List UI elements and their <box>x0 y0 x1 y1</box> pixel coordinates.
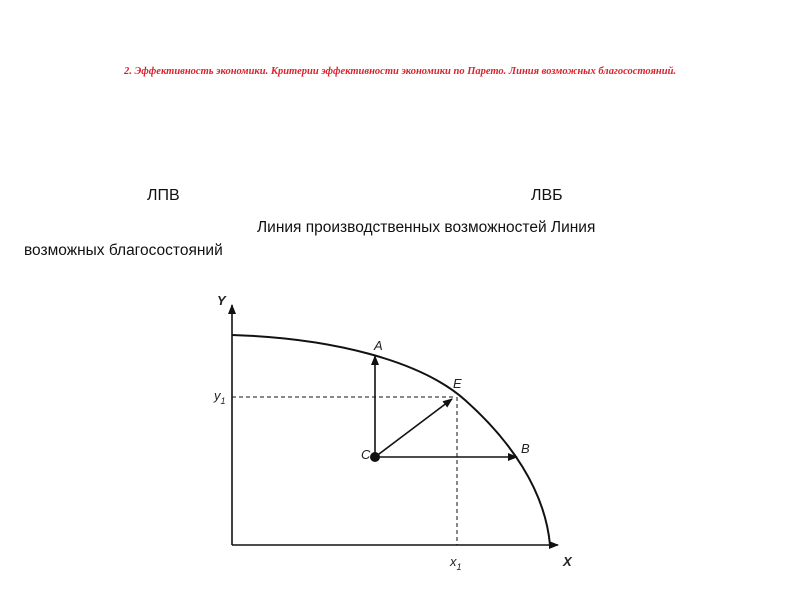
point-a-label: A <box>374 338 383 353</box>
x1-subscript: 1 <box>456 562 462 572</box>
abbr-lpv: ЛПВ <box>147 187 180 204</box>
slide-title: 2. Эффективность экономики. Критерии эффективности экономики по Парето. Линия возможных благосостояний. <box>123 66 677 77</box>
point-e-label: E <box>453 376 462 391</box>
subtitle-line2: возможных благосостояний <box>24 242 223 259</box>
ppf-curve <box>232 335 550 545</box>
x1-text: x <box>450 554 457 569</box>
subtitle-line1: Линия производственных возможностей Линия <box>257 219 596 236</box>
point-c-dot <box>370 452 380 462</box>
x-axis-label: X <box>563 554 572 569</box>
y1-text: y <box>214 388 221 403</box>
y-axis-label: Y <box>217 293 226 308</box>
point-b-label: B <box>521 441 530 456</box>
y1-subscript: 1 <box>220 396 226 406</box>
x1-label <box>449 554 462 572</box>
arrow-c-to-e <box>375 399 452 457</box>
point-c-label: C <box>361 447 371 462</box>
y1-label <box>213 388 226 406</box>
abbr-lvb: ЛВБ <box>531 187 563 204</box>
